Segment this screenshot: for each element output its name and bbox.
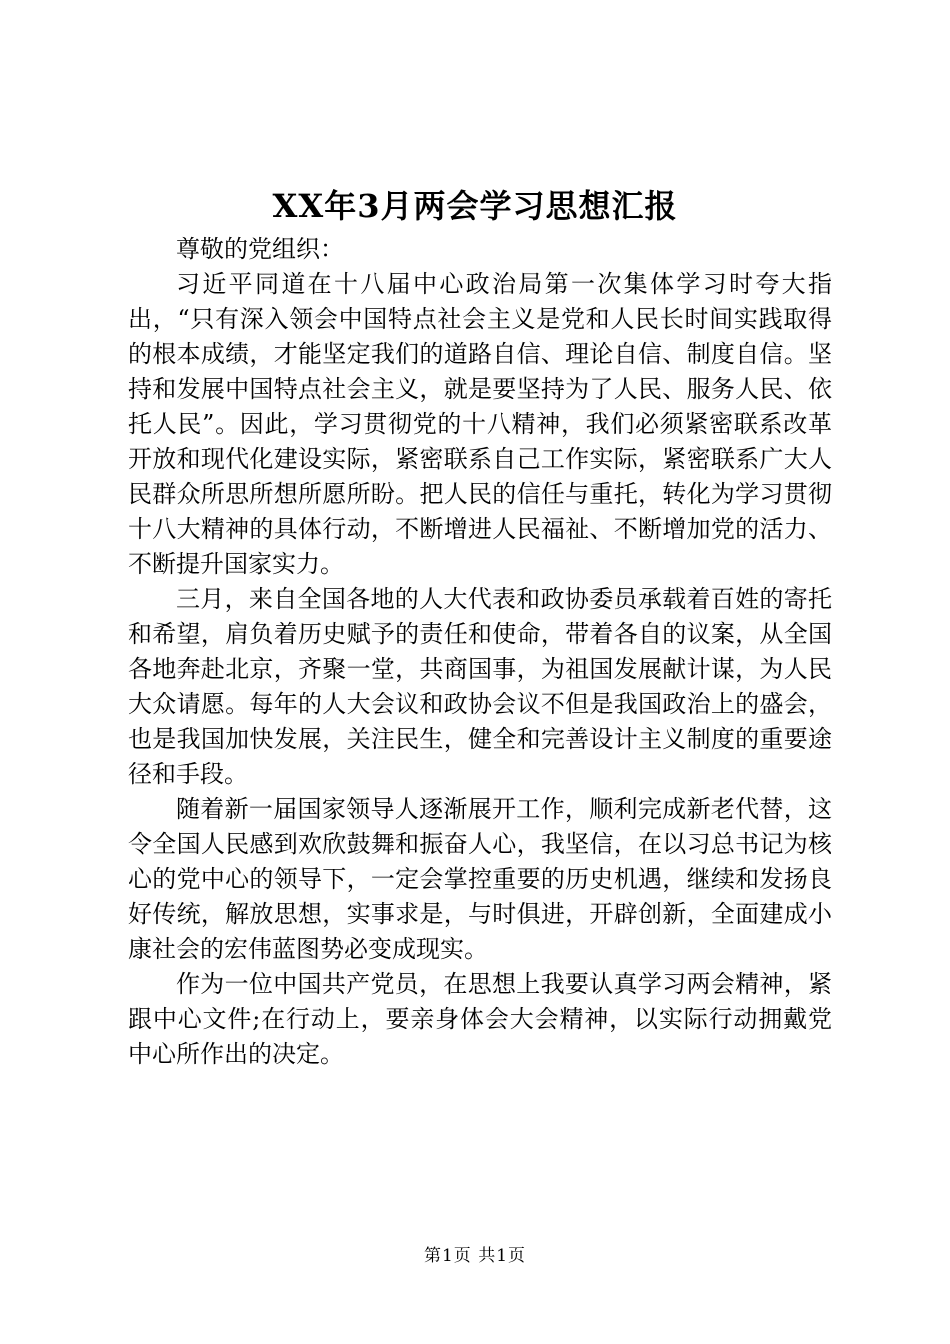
salutation: 尊敬的党组织： [176,235,344,263]
paragraph-1: 习近平同道在十八届中心政治局第一次集体学习时夸大指出，“只有深入领会中国特点社会主义是党和人民长时间实践取得的根本成绩，才能坚定我们的道路自信、理论自信、制度自信。坚持和发展中国特点社会主义，就是要坚持为了人民、服务人民、依托人民”。因此，学习贯彻党的十八精神，我们必须紧密联系改革开放和现代化建设实际，紧密联系自己工作实际，紧密联系广大人民群众所思所想所愿所盼。把人民的信任与重托，转化为学习贯彻十八大精神的具体行动，不断增进人民福祉、不断增加党的活力、不断提升国家实力。 [128,270,832,578]
document-body [128,232,832,1072]
page-footer: 第1页 共1页 [423,1246,527,1266]
paragraph-4: 作为一位中国共产党员，在思想上我要认真学习两会精神，紧跟中心文件;在行动上，要亲身体会大会精神，以实际行动拥戴党中心所作出的决定。 [128,970,832,1068]
paragraph-2: 三月，来自全国各地的人大代表和政协委员承载着百姓的寄托和希望，肩负着历史赋予的责任和使命，带着各自的议案，从全国各地奔赴北京，齐聚一堂，共商国事，为祖国发展献计谋，为人民大众请愿。每年的人大会议和政协会议不但是我国政治上的盛会，也是我国加快发展，关注民生，健全和完善设计主义制度的重要途径和手段。 [128,585,832,788]
paragraph-3: 随着新一届国家领导人逐渐展开工作，顺利完成新老代替，这令全国人民感到欢欣鼓舞和振奋人心，我坚信，在以习总书记为核心的党中心的领导下，一定会掌控重要的历史机遇，继续和发扬良好传统，解放思想，实事求是，与时俱进，开辟创新，全面建成小康社会的宏伟蓝图势必变成现实。 [128,795,832,963]
document-title: XX年3月两会学习思想汇报 [272,187,678,225]
